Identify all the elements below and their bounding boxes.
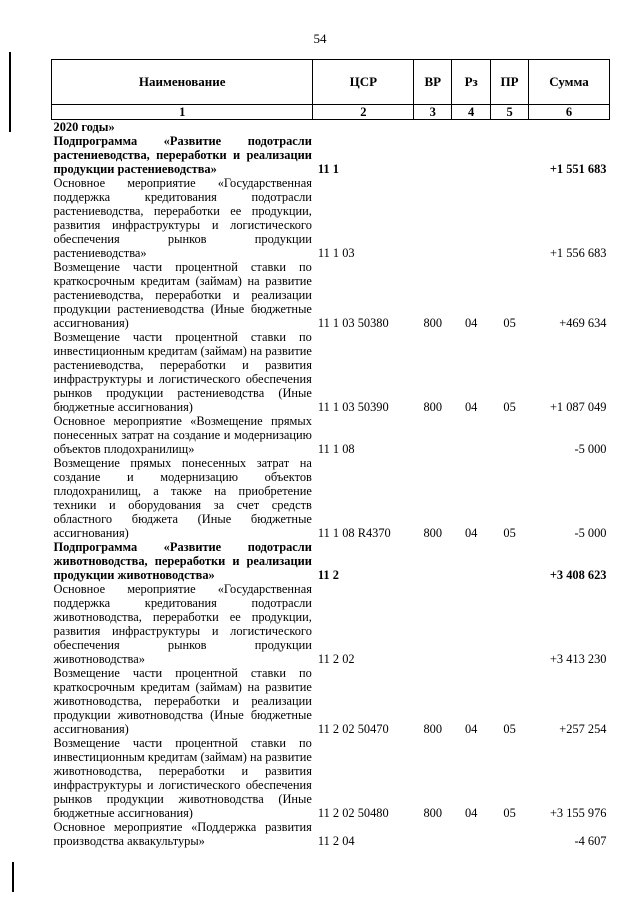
col-number-2: 2 [313,105,414,120]
col-header-vr: ВР [414,60,452,105]
row-pr [491,540,529,582]
row-pr: 05 [503,400,516,414]
row-rz [452,540,491,582]
row-name: Основное мероприятие «Поддержка развития производства аквакультуры» [53,820,312,848]
row-sum: +469 634 [559,316,607,330]
row-vr: 800 [423,806,443,820]
row-name: Основное мероприятие «Государственная поддержка кредитования подотрасли растениеводства, переработки ее продукции, развития инфраструктуры и логистического обеспечения рынков продукции растениеводства» [53,176,312,260]
row-name: Возмещение части процентной ставки по инвестиционным кредитам (займам) на развитие растениеводства, переработки и развития инфраструктуры и логистического обеспечения рынков продукции растениеводства (Иные бюджетные ассигнования) [53,330,312,414]
row-sum: +1 551 683 [549,162,607,176]
row-vr: 800 [423,316,443,330]
row-vr [414,176,452,260]
table-row [52,666,610,736]
row-vr [414,582,452,666]
row-sum: -5 000 [574,442,607,456]
table-row [52,134,610,176]
col-number-3: 3 [414,105,452,120]
row-sum: +257 254 [559,722,607,736]
col-header-rz: Рз [452,60,491,105]
row-rz [452,820,491,848]
row-sum: +1 087 049 [549,400,607,414]
col-header-sum: Сумма [529,60,610,105]
row-vr: 800 [423,526,443,540]
table-row [52,582,610,666]
row-rz: 04 [464,806,478,820]
row-name: Подпрограмма «Развитие подотрасли животноводства, переработки и реализации продукции животноводства» [53,540,312,582]
row-vr [414,120,452,135]
row-rz [452,176,491,260]
row-pr [491,820,529,848]
row-sum: +3 408 623 [549,568,607,582]
table-row [52,330,610,414]
row-name: Возмещение части процентной ставки по краткосрочным кредитам (займам) на развитие растениеводства, переработки и реализации продукции растениеводства (Иные бюджетные ассигнования) [53,260,312,330]
col-header-name: Наименование [52,60,313,105]
row-pr: 05 [503,526,516,540]
row-vr [414,820,452,848]
row-pr [491,414,529,456]
row-csr: 11 2 [317,568,339,582]
row-csr: 11 2 02 50480 [317,806,389,820]
row-pr: 05 [503,722,516,736]
col-header-pr: ПР [491,60,529,105]
row-csr: 11 2 02 50470 [317,722,389,736]
row-rz: 04 [464,316,478,330]
table-row [52,736,610,820]
col-number-6: 6 [529,105,610,120]
row-name: 2020 годы» [53,120,115,134]
row-csr: 11 2 02 [317,652,355,666]
row-name: Возмещение части процентной ставки по краткосрочным кредитам (займам) на развитие животноводства, переработки и реализации продукции животноводства (Иные бюджетные ассигнования) [53,666,312,736]
row-csr: 11 1 08 [317,442,355,456]
row-sum: -4 607 [574,834,607,848]
row-pr [491,134,529,176]
col-number-4: 4 [452,105,491,120]
row-csr: 11 1 03 50390 [317,400,389,414]
page-number: 54 [313,31,327,46]
row-csr: 11 1 03 50380 [317,316,389,330]
row-pr [491,582,529,666]
table-row [52,820,610,848]
row-csr: 11 1 [317,162,339,176]
row-rz: 04 [464,400,478,414]
row-sum: +1 556 683 [549,246,607,260]
row-sum: -5 000 [574,526,607,540]
row-name: Подпрограмма «Развитие подотрасли растениеводства, переработки и реализации продукции растениеводства» [53,134,312,176]
row-name: Основное мероприятие «Государственная поддержка кредитования подотрасли животноводства, переработки ее продукции, развития инфраструктуры и логистического обеспечения рынков продукции животноводства» [53,582,312,666]
row-name: Основное мероприятие «Возмещение прямых понесенных затрат на создание и модернизацию объектов плодохранилищ» [53,414,312,456]
table-row [52,120,610,135]
table-row [52,176,610,260]
row-name: Возмещение части процентной ставки по инвестиционным кредитам (займам) на развитие животноводства, переработки и развития инфраструктуры и логистического обеспечения рынков продукции животноводства (Иные бюджетные ассигнования) [53,736,312,820]
row-sum: +3 413 230 [549,652,607,666]
row-rz: 04 [464,526,478,540]
row-pr [491,120,529,135]
row-rz [452,120,491,135]
column-number-row [52,105,610,120]
header-row [52,60,610,105]
table-row [52,456,610,540]
row-csr: 11 1 03 [317,246,355,260]
table-row [52,260,610,330]
row-vr: 800 [423,400,443,414]
table-row [52,414,610,456]
row-name: Возмещение прямых понесенных затрат на создание и модернизацию объектов плодохранилищ, а также на приобретение техники и оборудования за счет средств областного бюджета (Иные бюджетные ассигнования) [53,456,312,540]
row-csr [313,120,414,135]
left-margin-mark [9,52,11,132]
row-rz [452,582,491,666]
table-row [52,540,610,582]
budget-table [51,59,610,848]
row-csr: 11 2 04 [317,834,355,848]
row-vr [414,134,452,176]
row-pr: 05 [503,806,516,820]
left-margin-mark-bottom [12,862,14,892]
row-vr [414,414,452,456]
row-pr: 05 [503,316,516,330]
row-vr: 800 [423,722,443,736]
col-number-1: 1 [52,105,313,120]
col-number-5: 5 [491,105,529,120]
row-vr [414,540,452,582]
row-rz [452,414,491,456]
row-sum [529,120,610,135]
row-pr [491,176,529,260]
row-rz: 04 [464,722,478,736]
row-sum: +3 155 976 [549,806,607,820]
row-csr: 11 1 08 R4370 [317,526,391,540]
col-header-csr: ЦСР [313,60,414,105]
row-rz [452,134,491,176]
